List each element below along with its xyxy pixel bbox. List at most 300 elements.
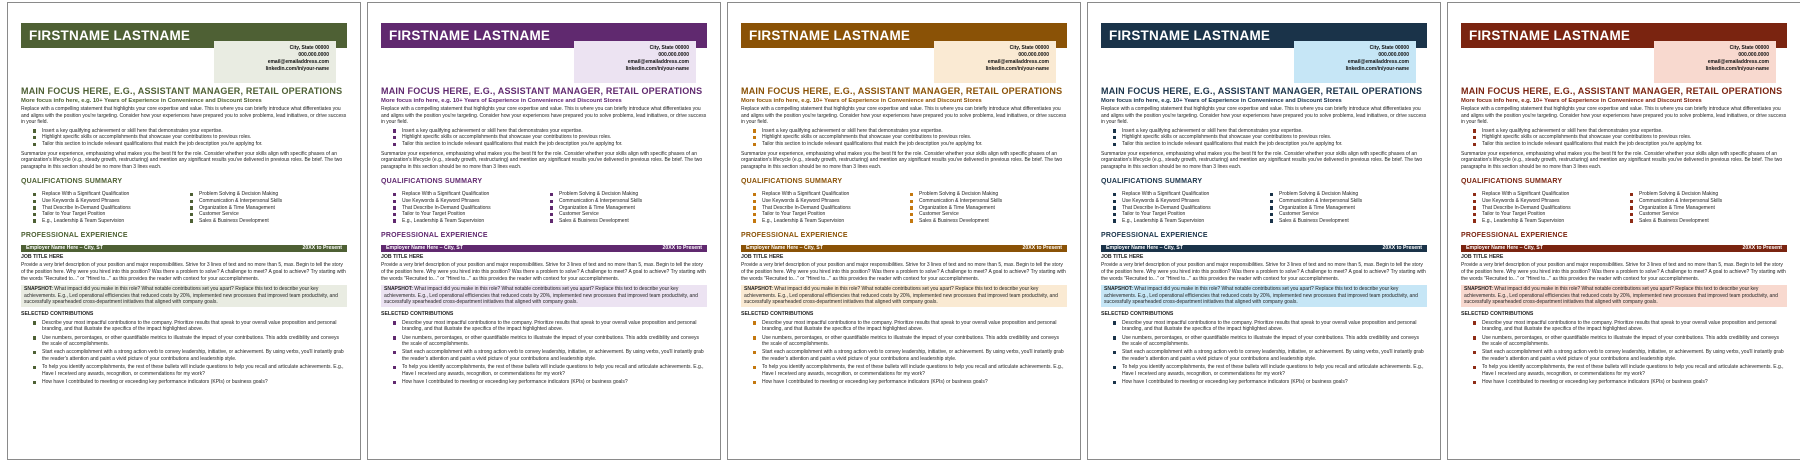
bullet-text: E.g., Leadership & Team Supervision bbox=[42, 217, 125, 224]
bullet-text: Start each accomplishment with a strong action verb to convey leadership, initiative, or achievement. By using verbs, you'll instantly grab the reader's attention and paint a vivid picture of your contributions and leadership style. bbox=[42, 349, 344, 363]
square-bullet-icon bbox=[393, 381, 396, 384]
summary-paragraph: Summarize your experience, emphasizing what makes you the best fit for the role. Consider whether your skills align with specific phases of an organization's lifecycle (e.g., steady growth, restructuring) and mention any significant results you've delivered in previous roles. Be brief. The two paragraphs in this section should be no more than 3 lines each. bbox=[21, 150, 343, 170]
square-bullet-icon bbox=[753, 143, 756, 146]
contributions-list bbox=[21, 320, 347, 386]
bullet-text: Tailor this section to include relevant qualifications that match the job description you're applying for. bbox=[402, 140, 623, 147]
square-bullet-icon bbox=[753, 213, 756, 216]
bullet-text: Tailor this section to include relevant qualifications that match the job description you're applying for. bbox=[42, 140, 263, 147]
list-item bbox=[1473, 379, 1787, 386]
contact-phone: 000.000.0000 bbox=[658, 52, 689, 58]
qualifications-grid bbox=[1461, 191, 1787, 224]
contact-linkedin: linkedin.com/in/your-name bbox=[1345, 66, 1409, 72]
square-bullet-icon bbox=[753, 366, 756, 369]
square-bullet-icon bbox=[190, 206, 193, 209]
bullet-text: Problem Solving & Decision Making bbox=[559, 191, 639, 198]
snapshot-box bbox=[21, 285, 347, 307]
intro-bullet-list bbox=[741, 128, 1067, 148]
bullet-text: Describe your most impactful contributions to the company. Prioritize results that speak to your overall value proposition and personal branding, and that illustrate the specifics of the impact highlighted above. bbox=[1122, 319, 1417, 333]
qualifications-right-list bbox=[1630, 191, 1787, 224]
square-bullet-icon bbox=[33, 200, 36, 203]
square-bullet-icon bbox=[393, 219, 396, 222]
bullet-text: Problem Solving & Decision Making bbox=[919, 191, 999, 198]
bullet-text: Use numbers, percentages, or other quantifiable metrics to illustrate the impact of your contributions. This adds credibility and conveys the scale of accomplishments. bbox=[1122, 334, 1419, 348]
square-bullet-icon bbox=[33, 351, 36, 354]
employer-bar bbox=[1101, 245, 1427, 252]
bullet-text: Replace With a Significant Qualification bbox=[1482, 191, 1570, 198]
list-item bbox=[910, 211, 1067, 218]
square-bullet-icon bbox=[33, 366, 36, 369]
contributions-list bbox=[1461, 320, 1787, 386]
job-title: JOB TITLE HERE bbox=[741, 254, 784, 261]
experience-heading: PROFESSIONAL EXPERIENCE bbox=[741, 232, 848, 240]
bullet-text: Use numbers, percentages, or other quantifiable metrics to illustrate the impact of your contributions. This adds credibility and conveys the scale of accomplishments. bbox=[402, 334, 699, 348]
square-bullet-icon bbox=[910, 193, 913, 196]
qualifications-heading: QUALIFICATIONS SUMMARY bbox=[1461, 178, 1563, 186]
contributions-list bbox=[381, 320, 707, 386]
list-item bbox=[1630, 211, 1787, 218]
bullet-text: Customer Service bbox=[919, 211, 959, 218]
contributions-list bbox=[741, 320, 1067, 386]
focus-subtitle: More focus info here, e.g. 10+ Years of Experience in Convenience and Discount Stores bbox=[741, 98, 982, 104]
employer-name: Employer Name Here – City, ST bbox=[746, 245, 823, 252]
square-bullet-icon bbox=[1630, 206, 1633, 209]
list-item bbox=[1473, 205, 1630, 212]
square-bullet-icon bbox=[1473, 381, 1476, 384]
bullet-text: Communication & Interpersonal Skills bbox=[559, 197, 643, 204]
bullet-text: Highlight specific skills or accomplishments that showcase your contributions to previous roles. bbox=[402, 134, 612, 141]
focus-title: MAIN FOCUS HERE, E.G., ASSISTANT MANAGER, RETAIL OPERATIONS bbox=[381, 86, 703, 96]
list-item bbox=[33, 211, 190, 218]
qualifications-grid bbox=[381, 191, 707, 224]
square-bullet-icon bbox=[1113, 206, 1116, 209]
list-item bbox=[753, 379, 1067, 386]
bullet-text: Tailor this section to include relevant qualifications that match the job description you're applying for. bbox=[762, 140, 983, 147]
contact-email: email@emailaddress.com bbox=[1347, 59, 1409, 65]
intro-bullet-list bbox=[381, 128, 707, 148]
resume-body bbox=[1101, 86, 1427, 387]
contact-city: City, State 00000 bbox=[289, 45, 329, 51]
square-bullet-icon bbox=[393, 351, 396, 354]
square-bullet-icon bbox=[190, 213, 193, 216]
employment-dates: 20XX to Present bbox=[1742, 245, 1782, 252]
bullet-text: Sales & Business Development bbox=[199, 217, 269, 224]
bullet-text: Insert a key qualifying achievement or skill here that demonstrates your expertise. bbox=[402, 127, 583, 134]
list-item bbox=[33, 141, 347, 148]
intro-bullet-list bbox=[1461, 128, 1787, 148]
bullet-text: Organization & Time Management bbox=[1639, 204, 1715, 211]
list-item bbox=[753, 320, 1067, 333]
list-item bbox=[1113, 134, 1427, 141]
square-bullet-icon bbox=[753, 193, 756, 196]
contact-box bbox=[934, 41, 1056, 83]
selected-contributions-heading: SELECTED CONTRIBUTIONS bbox=[1101, 310, 1174, 317]
list-item bbox=[550, 218, 707, 225]
list-item bbox=[753, 364, 1067, 377]
list-item bbox=[1113, 141, 1427, 148]
list-item bbox=[910, 205, 1067, 212]
list-item bbox=[393, 320, 707, 333]
square-bullet-icon bbox=[550, 200, 553, 203]
list-item bbox=[1473, 211, 1630, 218]
bullet-text: Customer Service bbox=[199, 211, 239, 218]
snapshot-box bbox=[381, 285, 707, 307]
square-bullet-icon bbox=[753, 381, 756, 384]
square-bullet-icon bbox=[1270, 213, 1273, 216]
bullet-text: How have I contributed to meeting or exceeding key performance indicators (KPIs) or business goals? bbox=[402, 379, 628, 385]
name-header-bar: FIRSTNAME LASTNAME bbox=[741, 23, 1067, 48]
bullet-text: That Describe In-Demand Qualifications bbox=[1482, 204, 1571, 211]
list-item bbox=[1270, 211, 1427, 218]
resume-page-purple[interactable] bbox=[367, 2, 721, 460]
square-bullet-icon bbox=[1113, 136, 1116, 139]
list-item bbox=[753, 191, 910, 198]
snapshot-label: SNAPSHOT: bbox=[1104, 286, 1133, 293]
bullet-text: Start each accomplishment with a strong action verb to convey leadership, initiative, or achievement. By using verbs, you'll instantly grab the reader's attention and paint a vivid picture of your contributions and leadership style. bbox=[1122, 349, 1424, 363]
list-item bbox=[393, 349, 707, 362]
square-bullet-icon bbox=[550, 193, 553, 196]
bullet-text: Organization & Time Management bbox=[1279, 204, 1355, 211]
bullet-text: Use Keywords & Keyword Phrases bbox=[762, 197, 840, 204]
bullet-text: Start each accomplishment with a strong action verb to convey leadership, initiative, or achievement. By using verbs, you'll instantly grab the reader's attention and paint a vivid picture of your contributions and leadership style. bbox=[402, 349, 704, 363]
list-item bbox=[1113, 211, 1270, 218]
bullet-text: Use numbers, percentages, or other quantifiable metrics to illustrate the impact of your contributions. This adds credibility and conveys the scale of accomplishments. bbox=[762, 334, 1059, 348]
bullet-text: That Describe In-Demand Qualifications bbox=[762, 204, 851, 211]
list-item bbox=[753, 218, 910, 225]
employer-bar bbox=[381, 245, 707, 252]
list-item bbox=[1113, 364, 1427, 377]
bullet-text: E.g., Leadership & Team Supervision bbox=[1482, 217, 1565, 224]
bullet-text: Organization & Time Management bbox=[559, 204, 635, 211]
square-bullet-icon bbox=[1113, 219, 1116, 222]
name-header-bar: FIRSTNAME LASTNAME bbox=[381, 23, 707, 48]
bullet-text: Highlight specific skills or accomplishments that showcase your contributions to previous roles. bbox=[762, 134, 972, 141]
list-item bbox=[753, 211, 910, 218]
bullet-text: Describe your most impactful contributions to the company. Prioritize results that speak to your overall value proposition and personal branding, and that illustrate the specifics of the impact highlighted above. bbox=[402, 319, 697, 333]
experience-heading: PROFESSIONAL EXPERIENCE bbox=[1461, 232, 1568, 240]
square-bullet-icon bbox=[1473, 213, 1476, 216]
list-item bbox=[393, 335, 707, 348]
square-bullet-icon bbox=[1270, 193, 1273, 196]
list-item bbox=[393, 379, 707, 386]
bullet-text: Sales & Business Development bbox=[919, 217, 989, 224]
list-item bbox=[550, 211, 707, 218]
list-item bbox=[190, 198, 347, 205]
square-bullet-icon bbox=[550, 219, 553, 222]
employer-bar bbox=[21, 245, 347, 252]
list-item bbox=[1113, 191, 1270, 198]
bullet-text: Problem Solving & Decision Making bbox=[1639, 191, 1719, 198]
square-bullet-icon bbox=[33, 213, 36, 216]
contact-linkedin: linkedin.com/in/your-name bbox=[265, 66, 329, 72]
list-item bbox=[1630, 205, 1787, 212]
job-description: Provide a very brief description of your position and major responsibilities. Strive for 3 lines of text and no more than 5, max. Begin to tell the story of the position here. Why were you hired into this position? Was there a problem to solve? A challenge to meet? A goal to achieve? Try starting with the words "Recruited to..." or "Hired to..." as this provides the reader with context for your accomplishments. bbox=[21, 262, 346, 282]
bullet-text: Communication & Interpersonal Skills bbox=[199, 197, 283, 204]
qualifications-right-list bbox=[910, 191, 1067, 224]
list-item bbox=[190, 211, 347, 218]
snapshot-label: SNAPSHOT: bbox=[1464, 286, 1493, 293]
bullet-text: Sales & Business Development bbox=[1279, 217, 1349, 224]
list-item bbox=[393, 364, 707, 377]
bullet-text: To help you identify accomplishments, the rest of these bullets will include questions to help you recall and articulate achievements. E.g., Have I received any awards, recognition, or commendations for my work? bbox=[42, 364, 344, 377]
bullet-text: Tailor to Your Target Position bbox=[42, 211, 106, 218]
list-item bbox=[1113, 379, 1427, 386]
contact-box bbox=[1294, 41, 1416, 83]
list-item bbox=[1113, 205, 1270, 212]
bullet-text: Problem Solving & Decision Making bbox=[199, 191, 279, 198]
bullet-text: Tailor this section to include relevant qualifications that match the job description you're applying for. bbox=[1482, 140, 1703, 147]
qualifications-grid bbox=[1101, 191, 1427, 224]
contact-phone: 000.000.0000 bbox=[298, 52, 329, 58]
contact-email: email@emailaddress.com bbox=[627, 59, 689, 65]
list-item bbox=[753, 141, 1067, 148]
resume-body bbox=[1461, 86, 1787, 387]
contact-phone: 000.000.0000 bbox=[1378, 52, 1409, 58]
intro-bullet-list bbox=[1101, 128, 1427, 148]
list-item bbox=[1113, 218, 1270, 225]
employer-name: Employer Name Here – City, ST bbox=[26, 245, 103, 252]
snapshot-box bbox=[1101, 285, 1427, 307]
square-bullet-icon bbox=[1270, 219, 1273, 222]
list-item bbox=[33, 349, 347, 362]
contact-email: email@emailaddress.com bbox=[987, 59, 1049, 65]
experience-heading: PROFESSIONAL EXPERIENCE bbox=[381, 232, 488, 240]
bullet-text: Communication & Interpersonal Skills bbox=[1639, 197, 1723, 204]
square-bullet-icon bbox=[33, 321, 36, 324]
qualifications-left-list bbox=[753, 191, 910, 224]
list-item bbox=[753, 198, 910, 205]
list-item bbox=[33, 128, 347, 135]
list-item bbox=[1473, 218, 1630, 225]
list-item bbox=[393, 191, 550, 198]
qualifications-right-list bbox=[550, 191, 707, 224]
employer-name: Employer Name Here – City, ST bbox=[1106, 245, 1183, 252]
list-item bbox=[190, 218, 347, 225]
square-bullet-icon bbox=[33, 129, 36, 132]
contact-city: City, State 00000 bbox=[649, 45, 689, 51]
square-bullet-icon bbox=[393, 200, 396, 203]
contact-city: City, State 00000 bbox=[1369, 45, 1409, 51]
resume-body bbox=[741, 86, 1067, 387]
square-bullet-icon bbox=[33, 193, 36, 196]
bullet-text: Tailor to Your Target Position bbox=[1122, 211, 1186, 218]
square-bullet-icon bbox=[393, 206, 396, 209]
snapshot-text: What impact did you make in this role? What notable contributions set you apart? Replace this text to describe your key achievements. E.g., Led operational efficiencies that reduced costs by 20%, implemented new processes that improved team productivity, and successfully spearheaded cross-department initiatives that aligned with company goals. bbox=[384, 286, 698, 306]
bullet-text: How have I contributed to meeting or exceeding key performance indicators (KPIs) or business goals? bbox=[762, 379, 988, 385]
bullet-text: That Describe In-Demand Qualifications bbox=[1122, 204, 1211, 211]
square-bullet-icon bbox=[1113, 129, 1116, 132]
bullet-text: Insert a key qualifying achievement or skill here that demonstrates your expertise. bbox=[1482, 127, 1663, 134]
square-bullet-icon bbox=[753, 200, 756, 203]
list-item bbox=[393, 205, 550, 212]
bullet-text: Use Keywords & Keyword Phrases bbox=[42, 197, 120, 204]
bullet-text: To help you identify accomplishments, the rest of these bullets will include questions to help you recall and articulate achievements. E.g., Have I received any awards, recognition, or commendations for my work? bbox=[762, 364, 1064, 377]
selected-contributions-heading: SELECTED CONTRIBUTIONS bbox=[381, 310, 454, 317]
contact-box bbox=[1654, 41, 1776, 83]
list-item bbox=[33, 320, 347, 333]
selected-contributions-heading: SELECTED CONTRIBUTIONS bbox=[1461, 310, 1534, 317]
contact-city: City, State 00000 bbox=[1009, 45, 1049, 51]
list-item bbox=[1113, 128, 1427, 135]
snapshot-label: SNAPSHOT: bbox=[24, 286, 53, 293]
list-item bbox=[1113, 349, 1427, 362]
bullet-text: Describe your most impactful contributions to the company. Prioritize results that speak to your overall value proposition and personal branding, and that illustrate the specifics of the impact highlighted above. bbox=[762, 319, 1057, 333]
square-bullet-icon bbox=[33, 381, 36, 384]
list-item bbox=[393, 141, 707, 148]
square-bullet-icon bbox=[753, 321, 756, 324]
square-bullet-icon bbox=[1630, 213, 1633, 216]
bullet-text: Customer Service bbox=[1279, 211, 1319, 218]
resume-page-orange[interactable] bbox=[727, 2, 1081, 460]
contact-phone: 000.000.0000 bbox=[1738, 52, 1769, 58]
bullet-text: Replace With a Significant Qualification bbox=[42, 191, 130, 198]
square-bullet-icon bbox=[190, 193, 193, 196]
bullet-text: Highlight specific skills or accomplishments that showcase your contributions to previous roles. bbox=[42, 134, 252, 141]
contact-linkedin: linkedin.com/in/your-name bbox=[1705, 66, 1769, 72]
square-bullet-icon bbox=[393, 213, 396, 216]
list-item bbox=[1270, 198, 1427, 205]
bullet-text: Use numbers, percentages, or other quantifiable metrics to illustrate the impact of your contributions. This adds credibility and conveys the scale of accomplishments. bbox=[1482, 334, 1779, 348]
list-item bbox=[1630, 218, 1787, 225]
bullet-text: Customer Service bbox=[559, 211, 599, 218]
bullet-text: Insert a key qualifying achievement or skill here that demonstrates your expertise. bbox=[1122, 127, 1303, 134]
list-item bbox=[33, 205, 190, 212]
name-header-bar: FIRSTNAME LASTNAME bbox=[1101, 23, 1427, 48]
intro-paragraph: Replace with a compelling statement that highlights your core expertise and value. This is where you can briefly introduce what differentiates you and aligns with the position you're targeting. Consider how your experiences have prepared you to solve problems, lead initiatives, or drive success in your field. bbox=[1461, 106, 1787, 126]
contributions-list bbox=[1101, 320, 1427, 386]
bullet-text: Organization & Time Management bbox=[199, 204, 275, 211]
focus-subtitle: More focus info here, e.g. 10+ Years of Experience in Convenience and Discount Stores bbox=[21, 98, 262, 104]
square-bullet-icon bbox=[753, 219, 756, 222]
square-bullet-icon bbox=[910, 219, 913, 222]
square-bullet-icon bbox=[550, 206, 553, 209]
list-item bbox=[33, 218, 190, 225]
square-bullet-icon bbox=[1473, 366, 1476, 369]
intro-paragraph: Replace with a compelling statement that highlights your core expertise and value. This is where you can briefly introduce what differentiates you and aligns with the position you're targeting. Consider how your experiences have prepared you to solve problems, lead initiatives, or drive success in your field. bbox=[1101, 106, 1427, 126]
square-bullet-icon bbox=[1473, 129, 1476, 132]
qualifications-heading: QUALIFICATIONS SUMMARY bbox=[1101, 178, 1203, 186]
intro-paragraph: Replace with a compelling statement that highlights your core expertise and value. This is where you can briefly introduce what differentiates you and aligns with the position you're targeting. Consider how your experiences have prepared you to solve problems, lead initiatives, or drive success in your field. bbox=[21, 106, 347, 126]
focus-title: MAIN FOCUS HERE, E.G., ASSISTANT MANAGER, RETAIL OPERATIONS bbox=[741, 86, 1063, 96]
square-bullet-icon bbox=[910, 206, 913, 209]
list-item bbox=[393, 128, 707, 135]
qualifications-left-list bbox=[393, 191, 550, 224]
square-bullet-icon bbox=[1473, 193, 1476, 196]
qualifications-right-list bbox=[1270, 191, 1427, 224]
qualifications-heading: QUALIFICATIONS SUMMARY bbox=[741, 178, 843, 186]
job-description: Provide a very brief description of your position and major responsibilities. Strive for 3 lines of text and no more than 5, max. Begin to tell the story of the position here. Why were you hired into this position? Was there a problem to solve? A challenge to meet? A goal to achieve? Try starting with the words "Recruited to..." or "Hired to..." as this provides the reader with context for your accomplishments. bbox=[381, 262, 706, 282]
list-item bbox=[1630, 198, 1787, 205]
bullet-text: Communication & Interpersonal Skills bbox=[919, 197, 1003, 204]
selected-contributions-heading: SELECTED CONTRIBUTIONS bbox=[21, 310, 94, 317]
resume-page-green[interactable] bbox=[7, 2, 361, 460]
bullet-text: Use Keywords & Keyword Phrases bbox=[1122, 197, 1200, 204]
snapshot-box bbox=[741, 285, 1067, 307]
list-item bbox=[753, 335, 1067, 348]
square-bullet-icon bbox=[1113, 143, 1116, 146]
square-bullet-icon bbox=[1113, 213, 1116, 216]
qualifications-grid bbox=[21, 191, 347, 224]
list-item bbox=[910, 191, 1067, 198]
contact-email: email@emailaddress.com bbox=[267, 59, 329, 65]
list-item bbox=[33, 191, 190, 198]
square-bullet-icon bbox=[1630, 200, 1633, 203]
square-bullet-icon bbox=[393, 193, 396, 196]
summary-paragraph: Summarize your experience, emphasizing what makes you the best fit for the role. Consider whether your skills align with specific phases of an organization's lifecycle (e.g., steady growth, restructuring) and mention any significant results you've delivered in previous roles. Be brief. The two paragraphs in this section should be no more than 3 lines each. bbox=[1101, 150, 1423, 170]
square-bullet-icon bbox=[1630, 219, 1633, 222]
intro-bullet-list bbox=[21, 128, 347, 148]
list-item bbox=[33, 379, 347, 386]
employment-dates: 20XX to Present bbox=[1022, 245, 1062, 252]
square-bullet-icon bbox=[190, 219, 193, 222]
list-item bbox=[550, 191, 707, 198]
qualifications-left-list bbox=[1473, 191, 1630, 224]
bullet-text: E.g., Leadership & Team Supervision bbox=[1122, 217, 1205, 224]
list-item bbox=[753, 128, 1067, 135]
resume-page-red[interactable] bbox=[1447, 2, 1800, 460]
bullet-text: Use Keywords & Keyword Phrases bbox=[1482, 197, 1560, 204]
selected-contributions-heading: SELECTED CONTRIBUTIONS bbox=[741, 310, 814, 317]
square-bullet-icon bbox=[1113, 321, 1116, 324]
square-bullet-icon bbox=[393, 336, 396, 339]
employer-bar bbox=[741, 245, 1067, 252]
qualifications-heading: QUALIFICATIONS SUMMARY bbox=[21, 178, 123, 186]
bullet-text: To help you identify accomplishments, the rest of these bullets will include questions to help you recall and articulate achievements. E.g., Have I received any awards, recognition, or commendations for my work? bbox=[402, 364, 704, 377]
bullet-text: Highlight specific skills or accomplishments that showcase your contributions to previous roles. bbox=[1482, 134, 1692, 141]
square-bullet-icon bbox=[1113, 193, 1116, 196]
list-item bbox=[1270, 218, 1427, 225]
square-bullet-icon bbox=[1473, 351, 1476, 354]
focus-subtitle: More focus info here, e.g. 10+ Years of Experience in Convenience and Discount Stores bbox=[381, 98, 622, 104]
name-header-bar: FIRSTNAME LASTNAME bbox=[1461, 23, 1787, 48]
employer-bar bbox=[1461, 245, 1787, 252]
resume-page-navy[interactable] bbox=[1087, 2, 1441, 460]
bullet-text: Insert a key qualifying achievement or skill here that demonstrates your expertise. bbox=[762, 127, 943, 134]
list-item bbox=[1113, 198, 1270, 205]
list-item bbox=[1270, 191, 1427, 198]
bullet-text: Replace With a Significant Qualification bbox=[762, 191, 850, 198]
job-title: JOB TITLE HERE bbox=[1101, 254, 1144, 261]
list-item bbox=[1113, 320, 1427, 333]
list-item bbox=[1473, 191, 1630, 198]
square-bullet-icon bbox=[190, 200, 193, 203]
snapshot-text: What impact did you make in this role? What notable contributions set you apart? Replace this text to describe your key achievements. E.g., Led operational efficiencies that reduced costs by 20%, implemented new processes that improved team productivity, and successfully spearheaded cross-department initiatives that aligned with company goals. bbox=[1104, 286, 1418, 306]
square-bullet-icon bbox=[1473, 136, 1476, 139]
list-item bbox=[550, 198, 707, 205]
qualifications-left-list bbox=[1113, 191, 1270, 224]
square-bullet-icon bbox=[753, 129, 756, 132]
list-item bbox=[753, 349, 1067, 362]
employer-name: Employer Name Here – City, ST bbox=[386, 245, 463, 252]
summary-paragraph: Summarize your experience, emphasizing what makes you the best fit for the role. Consider whether your skills align with specific phases of an organization's lifecycle (e.g., steady growth, restructuring) and mention any significant results you've delivered in previous roles. Be brief. The two paragraphs in this section should be no more than 3 lines each. bbox=[381, 150, 703, 170]
job-description: Provide a very brief description of your position and major responsibilities. Strive for 3 lines of text and no more than 5, max. Begin to tell the story of the position here. Why were you hired into this position? Was there a problem to solve? A challenge to meet? A goal to achieve? Try starting with the words "Recruited to..." or "Hired to..." as this provides the reader with context for your accomplishments. bbox=[741, 262, 1066, 282]
square-bullet-icon bbox=[1270, 206, 1273, 209]
square-bullet-icon bbox=[1473, 200, 1476, 203]
job-description: Provide a very brief description of your position and major responsibilities. Strive for 3 lines of text and no more than 5, max. Begin to tell the story of the position here. Why were you hired into this position? Was there a problem to solve? A challenge to meet? A goal to achieve? Try starting with the words "Recruited to..." or "Hired to..." as this provides the reader with context for your accomplishments. bbox=[1101, 262, 1426, 282]
square-bullet-icon bbox=[753, 351, 756, 354]
snapshot-label: SNAPSHOT: bbox=[384, 286, 413, 293]
list-item bbox=[910, 218, 1067, 225]
square-bullet-icon bbox=[1473, 143, 1476, 146]
square-bullet-icon bbox=[33, 336, 36, 339]
experience-heading: PROFESSIONAL EXPERIENCE bbox=[1101, 232, 1208, 240]
square-bullet-icon bbox=[1113, 366, 1116, 369]
list-item bbox=[1473, 141, 1787, 148]
name-header-bar: FIRSTNAME LASTNAME bbox=[21, 23, 347, 48]
focus-title: MAIN FOCUS HERE, E.G., ASSISTANT MANAGER, RETAIL OPERATIONS bbox=[1101, 86, 1423, 96]
snapshot-box bbox=[1461, 285, 1787, 307]
bullet-text: How have I contributed to meeting or exceeding key performance indicators (KPIs) or business goals? bbox=[1482, 379, 1708, 385]
list-item bbox=[190, 191, 347, 198]
